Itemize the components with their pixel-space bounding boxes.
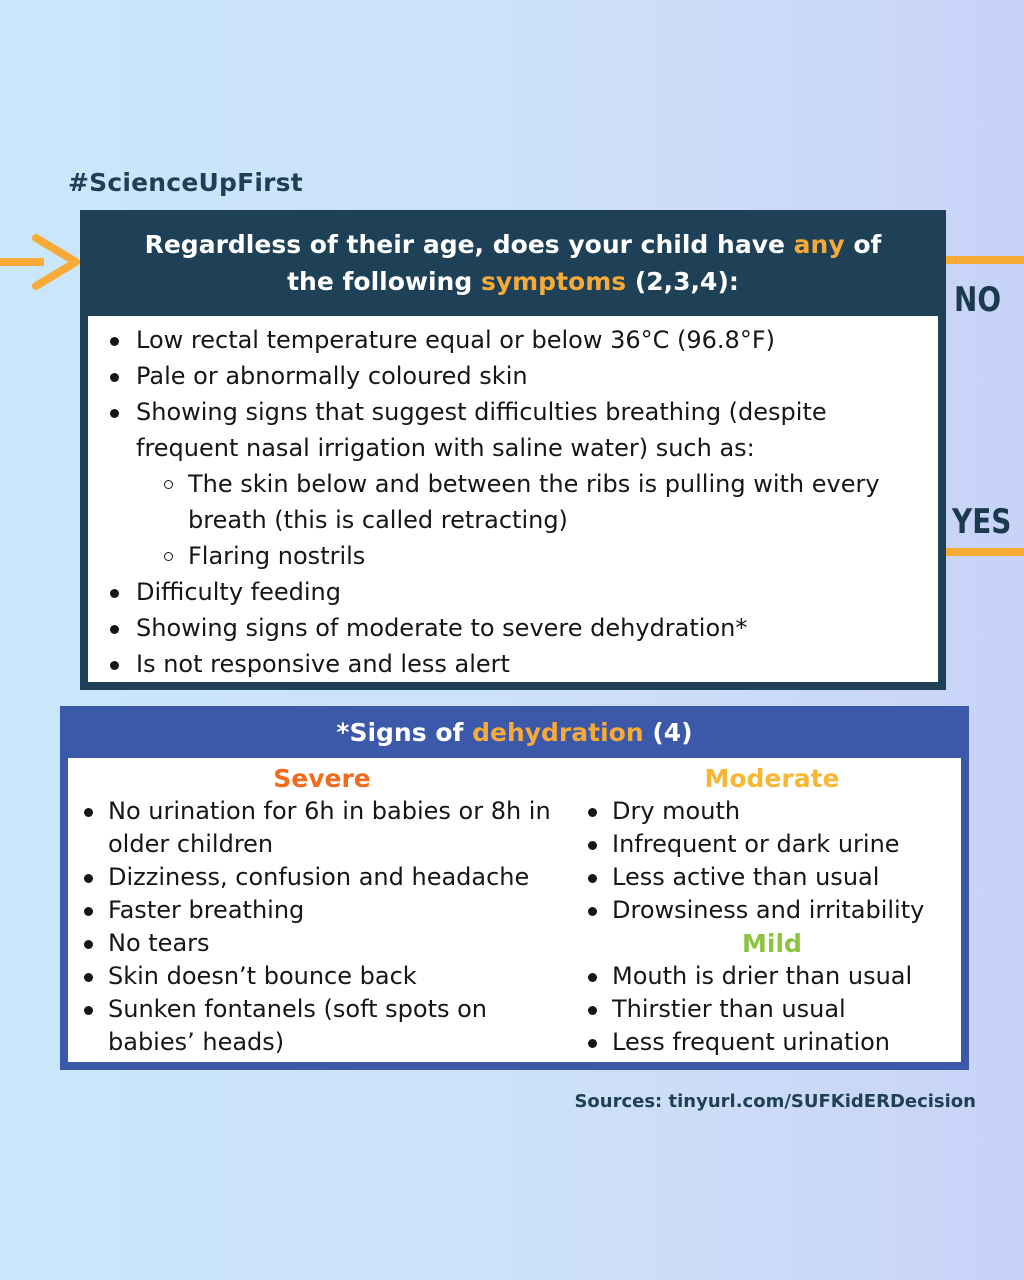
list-item: Dizziness, confusion and headache xyxy=(82,861,562,894)
no-branch-line xyxy=(946,256,1024,264)
question-title-part2: of the following xyxy=(287,230,882,296)
sub-list-item: The skin below and between the ribs is pulling with every breath (this is called retracting) xyxy=(136,466,918,538)
dehydration-panel xyxy=(68,758,961,1062)
arrow-right-icon xyxy=(28,234,84,290)
dehydration-title xyxy=(60,706,969,758)
list-item: No tears xyxy=(82,927,562,960)
symptoms-question-box xyxy=(80,210,946,690)
mild-heading: Mild xyxy=(742,929,802,958)
question-highlight-any: any xyxy=(793,230,845,259)
list-item: Sunken fontanels (soft spots on babies’ heads) xyxy=(82,993,562,1059)
question-title-part3: (2,3,4): xyxy=(626,267,739,296)
list-item: Pale or abnormally coloured skin xyxy=(108,358,918,394)
severe-heading: Severe xyxy=(273,764,371,793)
list-item: Is not responsive and less alert xyxy=(108,646,918,682)
list-item: Skin doesn’t bounce back xyxy=(82,960,562,993)
dehydration-title-part2: (4) xyxy=(652,717,693,747)
yes-label: YES xyxy=(952,502,1012,542)
list-item: Mouth is drier than usual xyxy=(586,960,958,993)
list-item: Low rectal temperature equal or below 36°C (96.8°F) xyxy=(108,322,918,358)
list-item: Difficulty feeding xyxy=(108,574,918,610)
list-item: Showing signs of moderate to severe dehydration* xyxy=(108,610,918,646)
mild-list xyxy=(586,960,958,1059)
list-item xyxy=(108,394,918,574)
symptoms-list xyxy=(108,322,918,682)
yes-branch-line xyxy=(946,548,1024,556)
severe-list xyxy=(82,795,562,1059)
dehydration-title-part1: *Signs of xyxy=(336,717,464,747)
moderate-list xyxy=(586,795,958,927)
list-item: Thirstier than usual xyxy=(586,993,958,1026)
no-label: NO xyxy=(954,280,1002,320)
hashtag: #ScienceUpFirst xyxy=(68,168,303,197)
sources-link[interactable]: Sources: tinyurl.com/SUFKidERDecision xyxy=(574,1091,976,1112)
dehydration-highlight: dehydration xyxy=(472,717,644,747)
list-item: Faster breathing xyxy=(82,894,562,927)
list-item: No urination for 6h in babies or 8h in older children xyxy=(82,795,562,861)
question-title-part1: Regardless of their age, does your child have xyxy=(144,230,794,259)
list-item-text: Showing signs that suggest difficulties breathing (despite frequent nasal irrigation with saline water) such as: xyxy=(136,398,827,462)
list-item: Less frequent urination xyxy=(586,1026,958,1059)
dehydration-signs-box xyxy=(60,706,969,1070)
list-item: Infrequent or dark urine xyxy=(586,828,958,861)
question-highlight-symptoms: symptoms xyxy=(480,267,627,296)
list-item: Less active than usual xyxy=(586,861,958,894)
question-title xyxy=(80,210,946,316)
list-item: Drowsiness and irritability xyxy=(586,894,958,927)
moderate-heading: Moderate xyxy=(704,764,840,793)
breathing-sublist xyxy=(136,466,918,574)
severe-column xyxy=(82,762,562,1059)
list-item: Dry mouth xyxy=(586,795,958,828)
sub-list-item: Flaring nostrils xyxy=(136,538,918,574)
symptoms-list-panel xyxy=(88,316,938,682)
moderate-mild-column xyxy=(586,762,958,1059)
